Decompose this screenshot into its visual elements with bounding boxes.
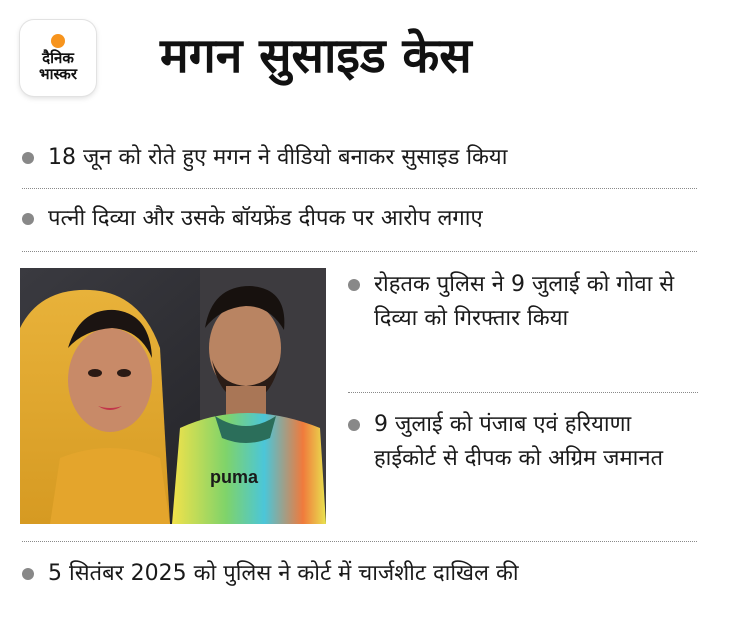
bullet-icon xyxy=(22,213,34,225)
bullet-icon xyxy=(348,419,360,431)
list-item xyxy=(22,143,697,173)
couple-photo xyxy=(20,268,326,524)
bullet-text: 9 जुलाई को पंजाब एवं हरियाणा हाईकोर्ट से दीपक को अग्रिम जमानत xyxy=(374,412,664,471)
logo-line-2: भास्कर xyxy=(39,65,77,83)
bullet-icon xyxy=(22,568,34,580)
bullet-icon xyxy=(348,279,360,291)
dainik-bhaskar-logo xyxy=(20,20,96,96)
side-list-item xyxy=(348,268,700,336)
bullet-icon xyxy=(22,152,34,164)
bullet-text: पत्नी दिव्या और उसके बॉयफ्रेंड दीपक पर आरोप लगाए xyxy=(48,206,483,231)
shirt-text: puma xyxy=(210,467,259,487)
logo-sun-icon xyxy=(51,34,65,48)
list-item xyxy=(22,559,697,589)
logo-line-1: दैनिक xyxy=(42,49,74,67)
divider xyxy=(348,392,698,393)
bullet-text: रोहतक पुलिस ने 9 जुलाई को गोवा से दिव्या को गिरफ्तार किया xyxy=(374,272,675,331)
list-item xyxy=(22,204,697,234)
bullet-text: 5 सितंबर 2025 को पुलिस ने कोर्ट में चार्जशीट दाखिल की xyxy=(48,561,519,586)
side-list-item xyxy=(348,408,700,476)
divider xyxy=(22,251,697,252)
divider xyxy=(22,188,697,189)
page-title: मगन सुसाइड केस xyxy=(160,28,472,84)
bullet-text: 18 जून को रोते हुए मगन ने वीडियो बनाकर सुसाइड किया xyxy=(48,145,508,170)
divider xyxy=(22,541,697,542)
